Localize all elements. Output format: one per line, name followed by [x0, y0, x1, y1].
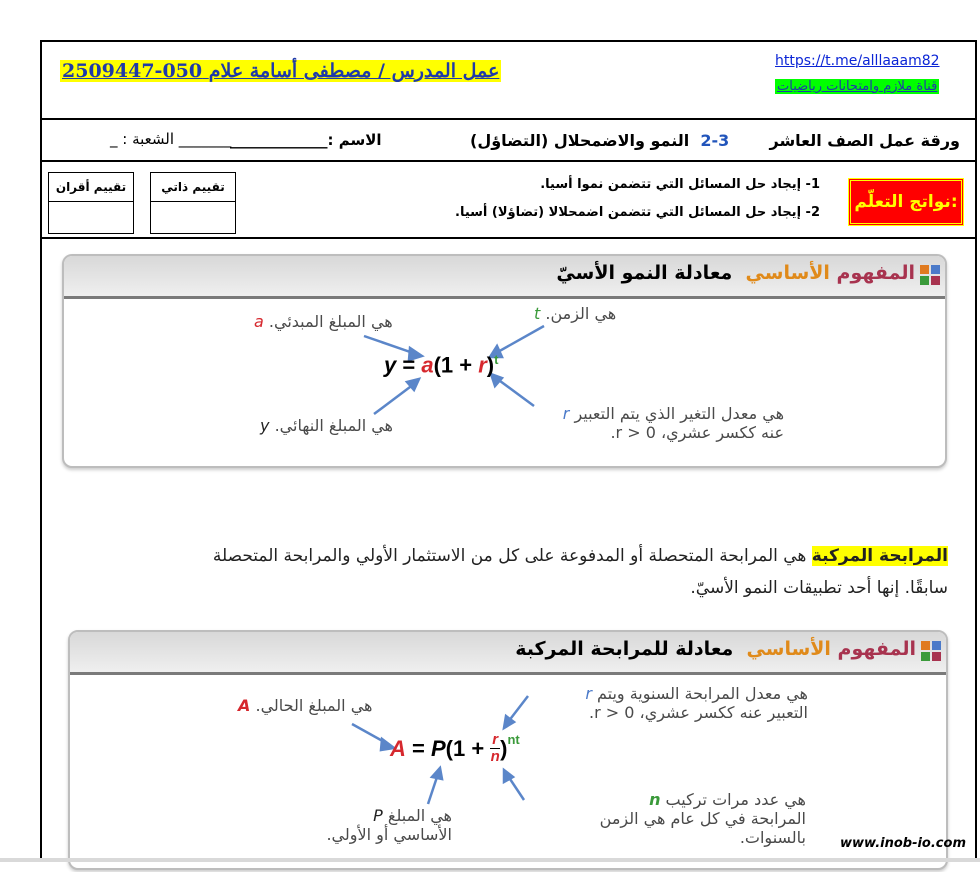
lesson-heading: [470, 131, 729, 150]
name-label: الاسم :: [327, 131, 382, 149]
lesson-title: النمو والاضمحلال (التضاؤل): [470, 131, 690, 150]
branch-field[interactable]: [110, 130, 231, 148]
desc-r: هي معدل التغير الذي يتم التعبير r عنه ككسر عشري، r > 0.: [562, 404, 784, 442]
compound-formula: A = P (1 + $\frac{r}{n}$ ) $^{nt}$: [390, 731, 520, 765]
desc-a: هي المبلغ المبدئي. a: [254, 312, 393, 331]
outcome-item: 2- إيجاد حل المسائل التي تتضمن اضمحلالا (تضاؤلا) أسيا.: [455, 205, 820, 220]
peer-eval-label: تقييم أقران: [49, 173, 133, 202]
divider: [42, 160, 975, 162]
arrow-r: [496, 378, 534, 406]
compound-paragraph: المرابحة المركبة هي المرابحة المتحصلة أو المدفوعة على كل من الاستثمار الأولي والمرابحة المتحصلة سابقًا. إنها أحد تطبيقات النمو الأسيّ.: [212, 546, 948, 598]
arrow-t: [496, 326, 544, 353]
student-name-field[interactable]: [230, 131, 382, 149]
bottom-scroll-edge: [0, 858, 980, 862]
concept-title: المفهوم الأساسي معادلة النمو الأسيّ: [556, 262, 915, 284]
desc-r2: هي معدل المرابحة السنوية ويتم r التعبير عنه ككسر عشري، r > 0.: [585, 684, 808, 722]
self-eval-box[interactable]: [150, 172, 236, 234]
channel-label[interactable]: قناة ملازم وامتحانات رياضيات: [777, 79, 938, 94]
outcome-item: 1- إيجاد حل المسائل التي تتضمن نموا أسيا.: [540, 177, 820, 192]
divider: [42, 118, 975, 120]
desc-P: هي المبلغ P الأساسي أو الأولي.: [326, 806, 452, 844]
branch-label: الشعبة : _: [110, 130, 175, 148]
footer-site[interactable]: www.inob-io.com: [840, 836, 966, 851]
arrow-y: [374, 384, 414, 414]
desc-n: هي عدد مرات تركيب n المرابحة في كل عام هي الزمن بالسنوات.: [599, 790, 806, 847]
concept-box-growth: [62, 254, 947, 468]
outcomes-label: نواتج التعلّم:: [854, 192, 958, 212]
branch-blank: _______: [178, 130, 232, 148]
teacher-credit: [60, 60, 501, 82]
desc-t: هي الزمن. t: [534, 304, 617, 323]
teacher-label: عمل المدرس / مصطفى أسامة علام: [208, 60, 500, 82]
teacher-phone: 050-2509447: [62, 60, 203, 82]
name-blank: _____________: [230, 131, 328, 149]
divider: [42, 237, 975, 239]
self-eval-label: تقييم ذاتي: [151, 173, 235, 202]
concept-title: المفهوم الأساسي معادلة للمرابحة المركبة: [515, 638, 916, 660]
worksheet-title: ورقة عمل الصف العاشر: [769, 131, 960, 150]
learning-outcomes-badge: [848, 178, 964, 226]
telegram-link[interactable]: https://t.me/alllaaam82: [775, 53, 940, 69]
lesson-number: 2-3: [700, 131, 730, 150]
peer-eval-box[interactable]: [48, 172, 134, 234]
desc-A: هي المبلغ الحالي. A: [238, 696, 373, 715]
compound-term: المرابحة المركبة: [811, 546, 948, 566]
growth-formula: $y = a(1 + r)^t$: [384, 352, 499, 378]
desc-y: هي المبلغ النهائي. y: [260, 416, 393, 435]
rate-fraction: $\frac{r}{n}$: [490, 731, 500, 765]
concept-box-compound: [68, 630, 948, 870]
